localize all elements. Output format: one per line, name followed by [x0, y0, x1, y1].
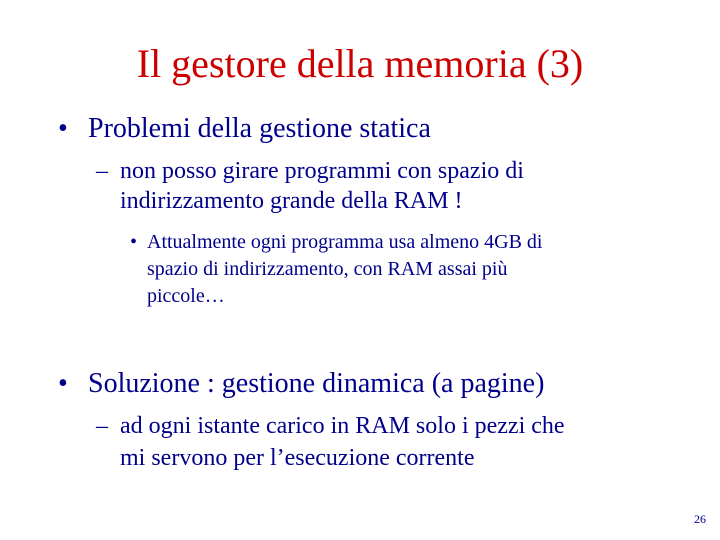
bullet-icon: • — [130, 231, 138, 253]
bullet-icon: • — [58, 368, 68, 399]
slide-number: 26 — [694, 512, 706, 526]
dash-icon: – — [96, 413, 108, 439]
slide-title: Il gestore della memoria (3) — [136, 41, 584, 86]
dash-icon: – — [96, 158, 108, 184]
bullet-heading-problems: Problemi della gestione statica — [88, 113, 431, 144]
bullet-heading-solution: Soluzione : gestione dinamica (a pagine) — [88, 368, 545, 399]
bullet-icon: • — [58, 113, 68, 144]
sub-point-line-2: indirizzamento grande della RAM ! — [120, 188, 463, 214]
sub-point-line-2: mi servono per l’esecuzione corrente — [120, 445, 475, 471]
sub-sub-point-line-2: spazio di indirizzamento, con RAM assai più — [147, 258, 508, 280]
sub-sub-point-line-1: Attualmente ogni programma usa almeno 4GB di — [147, 231, 543, 253]
sub-point-line-1: ad ogni istante carico in RAM solo i pezzi che — [120, 413, 565, 439]
sub-sub-point-line-3: piccole… — [147, 285, 225, 307]
sub-point-line-1: non posso girare programmi con spazio di — [120, 158, 524, 184]
